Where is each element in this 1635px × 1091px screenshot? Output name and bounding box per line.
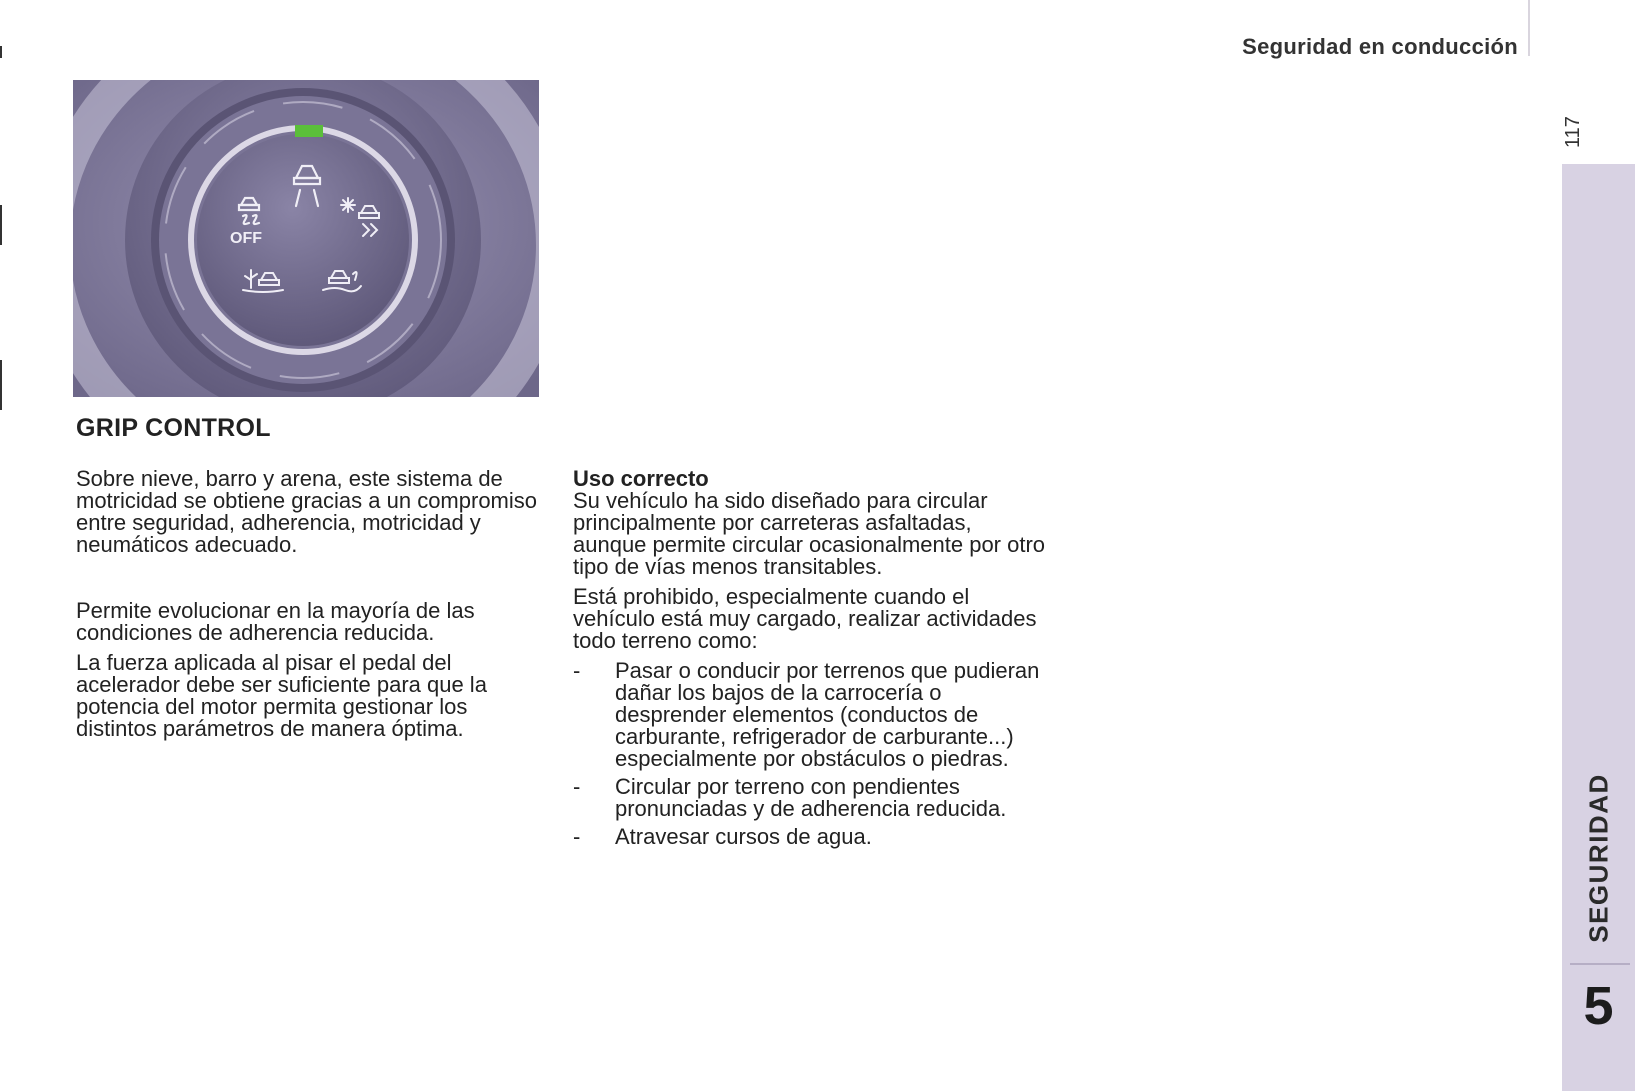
list-item-text: Pasar o conducir por terrenos que pudieran dañar los bajos de la carrocería o desprender elementos (conductos de carburante, refrigerador de carburante...) especialmente por obstáculos o piedras. [615, 658, 1040, 771]
list-item: - Pasar o conducir por terrenos que pudieran dañar los bajos de la carrocería o desprender elementos (conductos de carburante, refrigerador de carburante...) especialmente por obstáculos o piedras. [573, 658, 1040, 771]
crop-mark-middle [0, 205, 2, 245]
grip-control-knob-illustration [73, 80, 539, 397]
crop-mark-bottom [0, 360, 2, 410]
list-item: - Atravesar cursos de agua. [573, 824, 872, 849]
conditions-paragraph: Permite evolucionar en la mayoría de las condiciones de adherencia reducida. [76, 598, 475, 645]
esp-off-label: OFF [230, 230, 262, 247]
crop-mark-top [0, 46, 2, 58]
chapter-name: SEGURIDAD [1583, 773, 1613, 943]
section-title: GRIP CONTROL [76, 414, 271, 442]
accelerator-paragraph: La fuerza aplicada al pisar el pedal del acelerador debe ser suficiente para que la potencia del motor permita gestionar los distintos parámetros de manera óptima. [76, 650, 487, 741]
grip-control-knob-photo [73, 80, 539, 397]
usage-paragraph: Su vehículo ha sido diseñado para circular principalmente por carreteras asfaltadas, aunque permite circular ocasionalmente por otro tipo de vías menos transitables. [573, 488, 1046, 579]
prohibition-paragraph: Está prohibido, especialmente cuando el vehículo está muy cargado, realizar actividades todo terreno como: [573, 584, 1037, 653]
intro-paragraph: Sobre nieve, barro y arena, este sistema de motricidad se obtiene gracias a un compromiso entre seguridad, adherencia, motricidad y neumáticos adecuado. [76, 466, 538, 557]
list-item-text: Circular por terreno con pendientes pronunciadas y de adherencia reducida. [615, 774, 1007, 821]
right-column [573, 468, 1048, 854]
header-rule [1528, 0, 1530, 56]
chapter-rule [1570, 963, 1630, 965]
list-item: - Circular por terreno con pendientes pronunciadas y de adherencia reducida. [573, 774, 1007, 821]
chapter-number: 5 [1583, 976, 1614, 1036]
list-item-text: Atravesar cursos de agua. [615, 824, 872, 849]
left-column [76, 468, 546, 740]
subsection-title: Uso correcto [573, 466, 709, 491]
page-number: 117 [1562, 116, 1584, 148]
running-header: Seguridad en conducción [1242, 34, 1518, 59]
